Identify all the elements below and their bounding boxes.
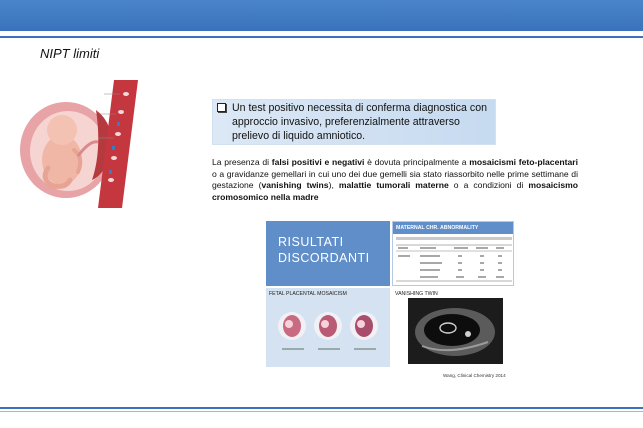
risultati-line1: RISULTATI (278, 235, 344, 249)
paragraph-bold-text: malattie tumorali materne (338, 180, 449, 190)
header-divider (0, 36, 643, 38)
maternal-panel (392, 221, 514, 286)
paragraph-text: ), (328, 180, 339, 190)
fetus-placenta-illustration (18, 80, 144, 208)
risultati-line2: DISCORDANTI (278, 251, 370, 265)
footer-divider-thin (0, 411, 643, 412)
checkbox-bullet-icon (217, 103, 226, 112)
fetal-placental-panel (266, 288, 390, 367)
paragraph-text: o a gravidanze gemellari in cui uno dei due gemelli sia stato riassorbito nelle prime settimane di gestazione ( (212, 168, 578, 190)
paragraph-bold-text: mosaicismo cromosomico nella madre (212, 180, 579, 202)
callout-text: Un test positivo necessita di conferma diagnostica con approccio invasivo, preferenzialmente attraverso prelievo di liquido amniotico. (232, 102, 487, 142)
citation: Wang, Clinical Chemistry 2014 (443, 373, 506, 378)
paragraph-text: è dovuta principalmente a (364, 157, 470, 167)
ultrasound-image (408, 298, 503, 364)
body-paragraph (212, 157, 578, 203)
paragraph-text: La presenza di (212, 157, 272, 167)
header-bar (0, 0, 643, 31)
vanishing-twin-header: VANISHING TWIN (395, 291, 438, 297)
maternal-table-thumbnail (396, 244, 512, 282)
paragraph-text: o a condizioni di (448, 180, 529, 190)
paragraph-bold-text: vanishing twins (261, 180, 329, 190)
callout-box (212, 99, 496, 145)
fetal-placental-header: FETAL PLACENTAL MOSAICISM (269, 291, 347, 297)
slide-title: NIPT limiti (40, 46, 100, 61)
paragraph-bold-text: falsi positivi e negativi (271, 157, 365, 167)
paragraph-bold-text: mosaicismi feto-placentari (469, 157, 578, 167)
footer-divider (0, 407, 643, 409)
maternal-header: MATERNAL CHR. ABNORMALITY (393, 222, 513, 234)
placenta-diagrams-icon (276, 308, 382, 360)
risultati-title (278, 234, 370, 266)
table-caption-placeholder (396, 237, 512, 240)
vanishing-twin-panel (392, 288, 514, 367)
risultati-panel (266, 221, 390, 286)
discordant-results-figure (266, 221, 514, 367)
